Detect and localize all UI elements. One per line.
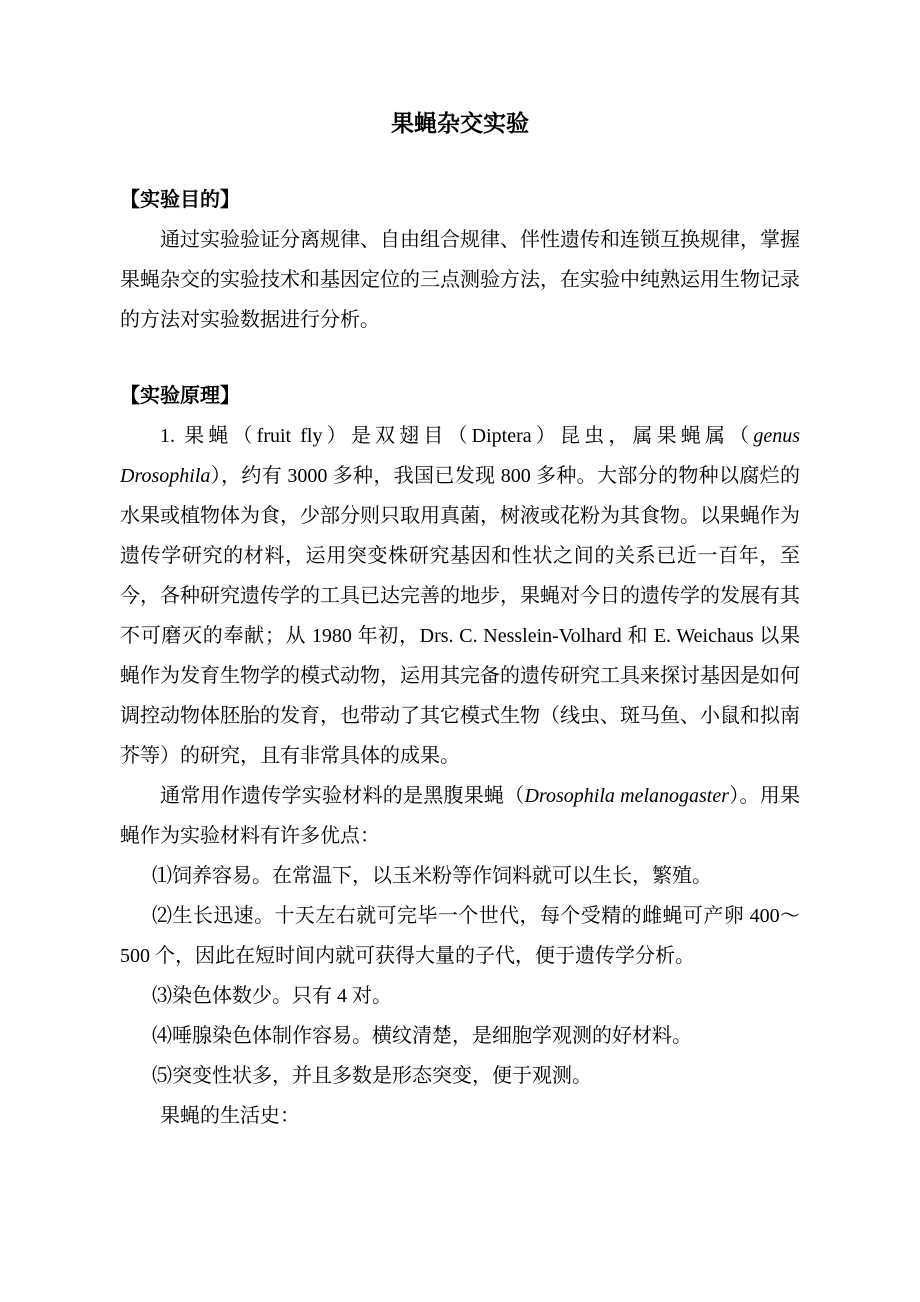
list-item-paragraph: [120, 1056, 800, 1096]
paragraph: [120, 776, 800, 856]
paragraph: [120, 1096, 800, 1136]
paragraph: [120, 220, 800, 340]
text-run: ⑴饲养容易。在常温下，以玉米粉等作饲料就可以生长，繁殖。: [152, 865, 712, 887]
text-run: ）。用果蝇作为实验材料有许多优点：: [120, 785, 801, 847]
text-run: ⑶染色体数少。只有 4 对。: [152, 985, 392, 1007]
text-run: ），约有 3000 多种，我国已发现 800 多种。大部分的物种以腐烂的水果或植物体为食，少部分则只取用真菌，树液或花粉为其食物。以果蝇作为遗传学研究的材料，运用突变株研究基因和性状之间的关系已近一百年，至今，各种研究遗传学的工具已达完善的地步，果蝇对今日的遗传学的发展有其不可磨灭的奉献；从 1980 年初，Drs. C. Nesslein-Volhard 和 E. Weichaus 以果蝇作为发育生物学的模式动物，运用其完备的遗传研究工具来探讨基因是如何调控动物体胚胎的发育，也带动了其它模式生物（线虫、斑马鱼、小鼠和拟南芥等）的研究，且有非常具体的成果。: [120, 465, 800, 767]
text-run: 通常用作遗传学实验材料的是黑腹果蝇（: [160, 785, 525, 807]
list-item-paragraph: [120, 856, 800, 896]
text-run: ⑷唾腺染色体制作容易。横纹清楚，是细胞学观测的好材料。: [152, 1025, 692, 1047]
text-run: 1. 果蝇（fruit fly）是双翅目（Diptera）昆虫，属果蝇属（: [160, 425, 754, 447]
text-run: 通过实验验证分离规律、自由组合规律、伴性遗传和连锁互换规律，掌握果蝇杂交的实验技术和基因定位的三点测验方法，在实验中纯熟运用生物记录的方法对实验数据进行分析。: [120, 229, 800, 331]
list-item-paragraph: [120, 896, 800, 976]
section-heading: 【实验原理】: [120, 385, 240, 407]
page-title: 果蝇杂交实验: [391, 111, 529, 136]
text-run: ⑵生长迅速。十天左右就可完毕一个世代，每个受精的雌蝇可产卵 400～500 个，因此在短时间内就可获得大量的子代，便于遗传学分析。: [120, 905, 800, 967]
section-heading: 【实验目的】: [120, 189, 240, 211]
text-run: ⑸突变性状多，并且多数是形态突变，便于观测。: [152, 1065, 592, 1087]
text-run: 果蝇的生活史：: [160, 1105, 300, 1127]
paragraph: [120, 416, 800, 776]
italic-text-run: Drosophila melanogaster: [524, 785, 730, 807]
list-item-paragraph: [120, 976, 800, 1016]
italic-text-run: genus Drosophila: [120, 425, 800, 487]
list-item-paragraph: [120, 1016, 800, 1056]
document-body: [120, 180, 800, 1136]
